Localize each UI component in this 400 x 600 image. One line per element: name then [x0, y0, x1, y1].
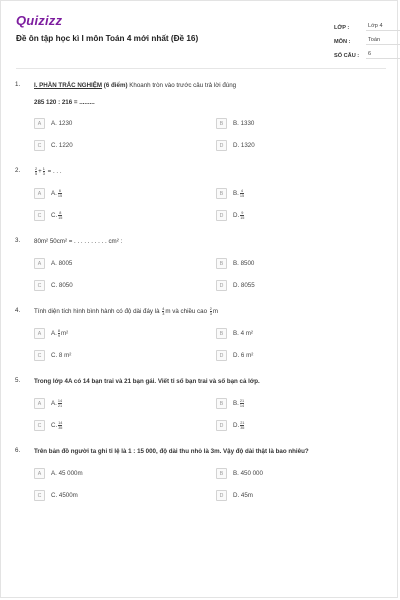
option-d[interactable]: [216, 420, 245, 431]
option-letter-box: A: [34, 398, 45, 409]
fraction: [58, 189, 62, 198]
denominator: 5: [35, 172, 38, 176]
option-b[interactable]: [216, 328, 253, 339]
option-letter-box: B: [216, 258, 227, 269]
fraction: [43, 167, 45, 176]
option-text: C. 1220: [51, 142, 73, 149]
meta-key: MÔN :: [334, 39, 351, 45]
question-text-part: m: [212, 308, 219, 316]
option-c[interactable]: [34, 490, 78, 501]
option-prefix: A.: [51, 190, 57, 197]
denominator: 9: [57, 334, 60, 338]
question-sub-expression: 285 120 : 216 = .........: [34, 99, 95, 106]
fraction: [240, 211, 244, 220]
option-prefix: B.: [233, 400, 239, 407]
quizizz-logo: Quizizz: [16, 13, 63, 28]
worksheet-title: Đề ôn tập học kì I môn Toán 4 mới nhất (Đề 16): [16, 34, 199, 43]
question-text: Trong lớp 4A có 14 bạn trai và 21 bạn gái. Viết tỉ số bạn trai và số bạn cả lớp.: [34, 378, 260, 385]
question-number: 1.: [15, 81, 21, 88]
option-prefix: C.: [51, 212, 58, 219]
numerator: 2: [35, 167, 38, 171]
meta-key: SỐ CÂU :: [334, 53, 360, 59]
option-text: B. 4 m²: [233, 330, 253, 337]
option-prefix: D.: [233, 422, 240, 429]
option-prefix: D.: [233, 212, 240, 219]
numerator: 14: [58, 421, 63, 425]
option-unit: m²: [60, 330, 69, 337]
numerator: 1: [42, 167, 45, 171]
numerator: 4: [240, 189, 244, 193]
expression-tail: = . . .: [47, 168, 62, 176]
option-letter-box: D: [216, 350, 227, 361]
option-letter-box: B: [216, 468, 227, 479]
numerator: 9: [241, 211, 244, 215]
option-letter-box: D: [216, 490, 227, 501]
numerator: 8: [57, 329, 60, 333]
fraction: [240, 189, 244, 198]
option-prefix: B.: [233, 190, 239, 197]
denominator: 35: [240, 426, 245, 430]
option-d[interactable]: [216, 280, 255, 291]
option-a[interactable]: [34, 328, 68, 339]
numerator: 21: [240, 421, 245, 425]
option-b[interactable]: [216, 258, 254, 269]
fraction: [210, 307, 212, 316]
option-letter-box: B: [216, 188, 227, 199]
header-divider: [16, 68, 386, 69]
meta-row-count: [334, 45, 400, 59]
option-c[interactable]: [34, 140, 73, 151]
option-d[interactable]: [216, 140, 255, 151]
option-a[interactable]: [34, 188, 63, 199]
option-letter-box: C: [34, 420, 45, 431]
option-c[interactable]: [34, 350, 71, 361]
meta-value: Toán: [366, 37, 400, 45]
section-points: (6 điểm): [103, 82, 128, 89]
denominator: 35: [58, 426, 63, 430]
option-text: B. 1330: [233, 120, 255, 127]
question-number: 6.: [15, 447, 21, 454]
fraction: [58, 399, 62, 408]
option-b[interactable]: [216, 188, 245, 199]
option-prefix: A.: [51, 330, 57, 337]
denominator: 3: [162, 312, 165, 316]
question-text: [34, 81, 379, 91]
option-b[interactable]: [216, 398, 245, 409]
option-text: A. 1230: [51, 120, 73, 127]
question-number: 3.: [15, 237, 21, 244]
denominator: 14: [239, 404, 245, 408]
option-c[interactable]: [34, 420, 63, 431]
option-c[interactable]: [34, 210, 63, 221]
option-b[interactable]: [216, 118, 254, 129]
option-letter-box: B: [216, 398, 227, 409]
fraction: [240, 421, 244, 430]
denominator: 3: [42, 172, 45, 176]
meta-key: LỚP :: [334, 25, 350, 31]
option-letter-box: D: [216, 210, 227, 221]
numerator: 14: [57, 399, 63, 403]
option-letter-box: D: [216, 140, 227, 151]
option-letter-box: D: [216, 280, 227, 291]
question-text: 80m² 50cm² = . . . . . . . . . . cm² :: [34, 238, 123, 245]
question-text-part: Tính diện tích hình bình hành có độ dài đáy là: [34, 308, 160, 316]
denominator: 21: [57, 404, 63, 408]
section-heading: I. PHẦN TRẮC NGHIỆM: [34, 82, 103, 89]
option-letter-box: A: [34, 468, 45, 479]
option-text: C. 4500m: [51, 492, 78, 499]
meta-row-class: [334, 17, 400, 31]
meta-row-subject: [334, 31, 400, 45]
option-a[interactable]: [34, 118, 72, 129]
option-letter-box: C: [34, 140, 45, 151]
option-a[interactable]: [34, 398, 63, 409]
fraction: [58, 421, 62, 430]
denominator: 3: [209, 312, 212, 316]
numerator: 2: [209, 307, 212, 311]
option-letter-box: B: [216, 118, 227, 129]
option-text: D. 8055: [233, 282, 255, 289]
option-letter-box: D: [216, 420, 227, 431]
option-prefix: C.: [51, 422, 58, 429]
option-text: A. 8005: [51, 260, 73, 267]
option-letter-box: A: [34, 188, 45, 199]
option-letter-box: A: [34, 118, 45, 129]
option-text: C. 8 m²: [51, 352, 72, 359]
question-text: Trên bản đồ người ta ghi tỉ lệ là 1 : 15 000, độ dài thu nhỏ là 3m. Vậy độ dài thật là bao nhiêu?: [34, 448, 309, 455]
denominator: 15: [58, 216, 63, 220]
option-d[interactable]: [216, 350, 253, 361]
fraction: [240, 399, 244, 408]
numerator: 4: [162, 307, 165, 311]
option-letter-box: A: [34, 328, 45, 339]
fraction: [58, 329, 60, 338]
option-a[interactable]: [34, 468, 83, 479]
question-text: [34, 167, 379, 177]
option-letter-box: C: [34, 490, 45, 501]
worksheet-meta: [334, 17, 400, 59]
option-text: B. 450 000: [233, 470, 263, 477]
option-d[interactable]: [216, 490, 253, 501]
option-prefix: A.: [51, 400, 57, 407]
meta-value: 6: [366, 51, 400, 59]
option-text: D. 45m: [233, 492, 253, 499]
worksheet-header: [16, 13, 386, 65]
denominator: 15: [57, 194, 63, 198]
option-letter-box: C: [34, 210, 45, 221]
meta-value: Lớp 4: [366, 23, 400, 31]
option-text: B. 8500: [233, 260, 255, 267]
denominator: 15: [240, 216, 245, 220]
option-text: D. 6 m²: [233, 352, 254, 359]
operator: +: [38, 168, 42, 176]
denominator: 15: [239, 194, 245, 198]
option-a[interactable]: [34, 258, 72, 269]
option-letter-box: C: [34, 350, 45, 361]
option-letter-box: C: [34, 280, 45, 291]
fraction: [35, 167, 37, 176]
option-text: A. 45 000m: [51, 470, 83, 477]
option-text: C. 8050: [51, 282, 73, 289]
question-number: 2.: [15, 167, 21, 174]
option-letter-box: A: [34, 258, 45, 269]
option-letter-box: B: [216, 328, 227, 339]
question-number: 4.: [15, 307, 21, 314]
option-d[interactable]: [216, 210, 245, 221]
numerator: 6: [58, 189, 62, 193]
numerator: 21: [239, 399, 245, 403]
option-b[interactable]: [216, 468, 263, 479]
numerator: 8: [59, 211, 62, 215]
question-text-part: m và chiều cao: [165, 308, 208, 316]
question-text: [34, 307, 379, 317]
instruction-text: Khoanh tròn vào trước câu trả lời đúng: [129, 82, 237, 89]
option-text: D. 1320: [233, 142, 255, 149]
fraction: [58, 211, 62, 220]
question-number: 5.: [15, 377, 21, 384]
option-c[interactable]: [34, 280, 73, 291]
